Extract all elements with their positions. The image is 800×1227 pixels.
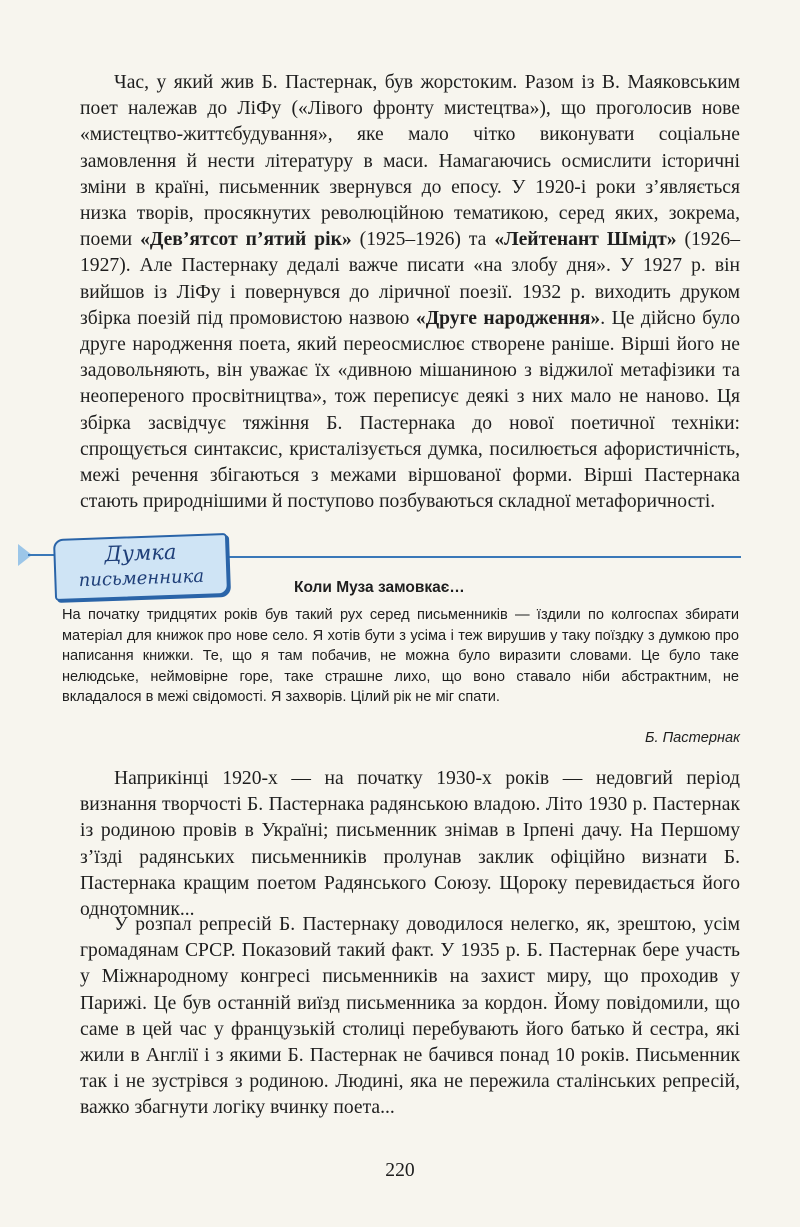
writer-thought-badge [53, 533, 229, 601]
badge-line-2: письменника [78, 565, 205, 592]
text-run: Час, у який жив Б. Пастернак, був жорстоким. Разом із В. Маяковським поет належав до ЛіФу («Лівого фронту мистецтва»), що проголосив нове «мистецтво-життєбудування», яке мало чітко виконувати соціальне замовлення й нести літературу в маси. Намагаючись осмислити історичні зміни в країні, письменник звернувся до епосу. У 1920-і роки з’являється низка творів, просякнутих революційною тематикою, серед яких, зокрема, поеми [80, 72, 740, 251]
bold-title-second-birth: «Друге народження» [415, 307, 601, 329]
bold-title-schmidt: «Лейтенант Шмідт» [494, 229, 677, 251]
badge-line-1: Думка [104, 539, 177, 567]
quote-author: Б. Пастернак [644, 730, 740, 746]
quote-title: Коли Муза замовкає… [294, 579, 465, 596]
page-number: 220 [385, 1160, 415, 1181]
paragraph-repressions: У розпал репресій Б. Пастернаку доводилося нелегко, як, зрештою, усім громадянам СРСР. Показовий такий факт. У 1935 р. Б. Пастернак бере участь у Міжнародному конгресі письменників на захист миру, що проходив у Парижі. Це був останній виїзд письменника за кордон. Йому повідомили, що саме в цей час у французькій столиці перебувають його батько й сестра, які жили в Англії і з якими Б. Пастернак не бачився понад 10 років. Письменник так і не зустрівся з родиною. Людині, яка не пережила сталінських репресій, важко збагнути логіку вчинку поета... [80, 914, 740, 1119]
paragraph-recognition: Наприкінці 1920-х — на початку 1930-х років — недовгий період визнання творчості Б. Пастернака радянською владою. Літо 1930 р. Пастернак із родиною провів в Україні; письменник знімав в Ірпені дачу. На Першому з’їзді радянських письменників пролунав заклик офіційно визнати Б. Пастернака кращим поетом Радянського Союзу. Щороку перевидається його однотомник... [80, 768, 740, 921]
paragraph-pasternak-lif [80, 70, 740, 515]
text-run: . Це дійсно було друге народження поета, який переосмислює створене раніше. Вірші його не задовольняють, він уважає їх «дивною мішаниною з віджилої метафізики та неопереного просвітництва», тож переписує деякі з них мало не наново. Ця збірка засвідчує тяжіння Б. Пастернака до нової поетичної техніки: спрощується синтаксис, кристалізується думка, посилюється афористичність, межі речення збігаються з межами віршованої форми. Вірші Пастернака стають природнішими й поступово позбуваються складної метафоричності. [80, 307, 741, 513]
text-run: (1926–1927). Але Пастернаку дедалі важче писати «на злобу дня». У 1927 р. він вийшов із ЛіФу і повернувся до ліричної поезії. 1932 р. виходить друком збірка поезій під промовистою назвою [80, 229, 740, 329]
bold-title-1905: «Дев’ятсот п’ятий рік» [140, 229, 352, 251]
sidebar-divider [225, 556, 741, 558]
quote-text: На початку тридцятих років був такий рух серед письменників — їздили по колгоспах збирати матеріал для книжок про нове село. Я хотів бути з усіма і теж вирушив у таку поїздку з думкою про написання книжки. Те, що я там побачив, не можна було виразити словами. Це було таке нелюдське, неймовірне горе, таке страшне лихо, що воно ставало ніби абстрактним, не вкладалося в межі свідомості. Я захворів. Цілий рік не міг спати. [62, 607, 739, 705]
text-run: (1925–1926) та [351, 229, 495, 251]
